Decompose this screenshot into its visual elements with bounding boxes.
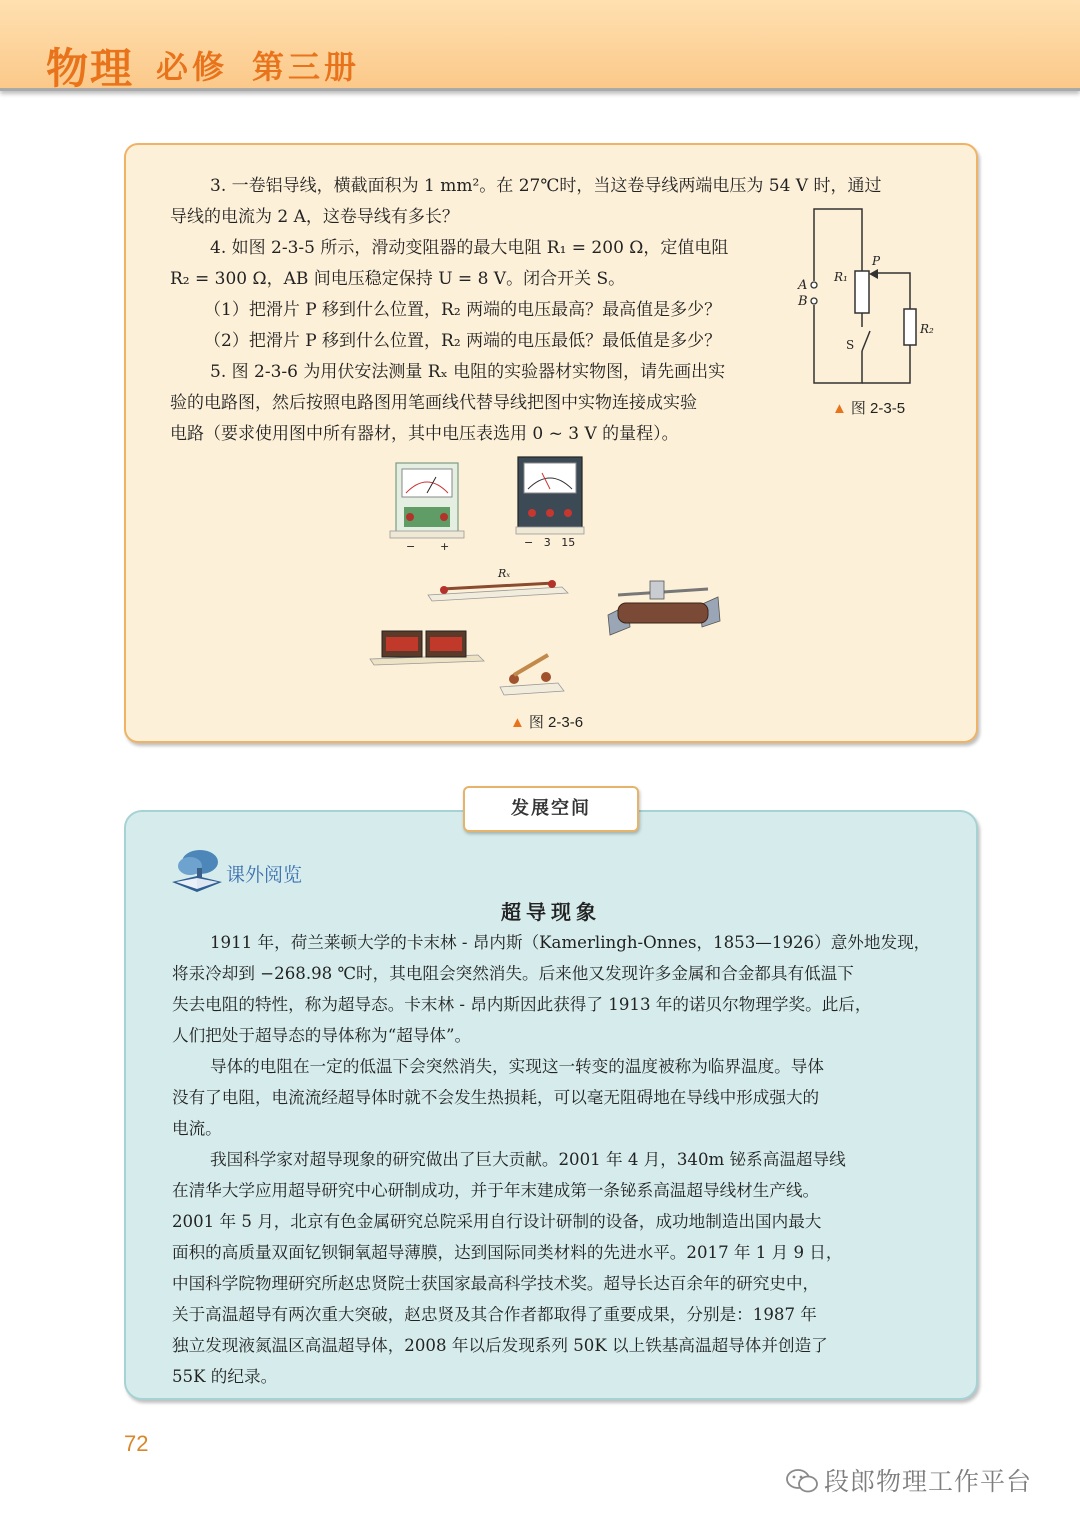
circuit-wire-bottom — [814, 305, 862, 383]
p3-line4: 面积的高质量双面钇钡铜氧超导薄膜，达到国际同类材料的先进水平。2017 年 1 月 9 日， — [172, 1243, 843, 1262]
figure-235-caption — [832, 397, 905, 418]
p1-line1: 1911 年，荷兰莱顿大学的卡末林 - 昂内斯（Kamerlingh-Onnes，1853—1926）意外地发现， — [210, 933, 931, 952]
page-header — [0, 0, 1080, 91]
voltmeter-icon — [516, 457, 584, 534]
label-r1: R₁ — [834, 270, 848, 284]
p3-line8: 55K 的纪录。 — [172, 1367, 278, 1386]
watermark — [786, 1462, 1032, 1498]
label-a: A — [798, 278, 808, 293]
figure-235-caption-text: 图 2-3-5 — [850, 400, 906, 417]
slider-arrow-icon — [869, 269, 878, 279]
fixed-resistor-icon — [428, 580, 568, 601]
q5-line2: 验的电路图，然后按照电路图用笔画线代替导线把图中实物连接成实验 — [170, 393, 697, 413]
label-s: S — [846, 338, 855, 352]
book-tree-icon — [170, 846, 224, 896]
page-number: 72 — [124, 1431, 149, 1456]
section-tab: 发展空间 — [463, 786, 639, 832]
watermark-text: 段郎物理工作平台 — [824, 1467, 1033, 1496]
q5-line1: 5. 图 2-3-6 为用伏安法测量 Rₓ 电阻的实验器材实物图，请先画出实 — [210, 362, 726, 382]
p1-line3: 失去电阻的特性，称为超导态。卡末林 - 昂内斯因此获得了 1913 年的诺贝尔物理学奖。此后， — [172, 995, 872, 1014]
reading-label: 课外阅览 — [226, 864, 303, 886]
p3-line6: 关于高温超导有两次重大突破，赵忠贤及其合作者都取得了重要成果，分别是：1987 年 — [172, 1305, 817, 1324]
voltmeter-terminal-labels: − 3 15 — [524, 536, 576, 549]
header-volume — [156, 42, 384, 88]
q5-line3: 电路（要求使用图中所有器材，其中电压表选用 0 ~ 3 V 的量程）。 — [170, 424, 679, 444]
p1-line2: 将汞冷却到 −268.98 ℃时，其电阻会突然消失。后来他又发现许多金属和合金都具有低温下 — [172, 964, 854, 983]
p2-line1: 导体的电阻在一定的低温下会突然消失，实现这一转变的温度被称为临界温度。导体 — [210, 1057, 824, 1076]
knife-switch-icon — [500, 655, 564, 695]
label-p: P — [872, 254, 881, 268]
p3-line7: 独立发现液氮温区高温超导体，2008 年以后发现系列 50K 以上铁基高温超导体并创造了 — [172, 1336, 828, 1355]
p3-line3: 2001 年 5 月，北京有色金属研究总院采用自行设计研制的设备，成功地制造出国内最大 — [172, 1212, 822, 1231]
p2-line2: 没有了电阻，电流流经超导体时就不会发生热损耗，可以毫无阻碍地在导线中形成强大的 — [172, 1088, 820, 1107]
q3-line2: 导线的电流为 2 A，这卷导线有多长？ — [170, 207, 459, 227]
q4-line2: R₂ = 300 Ω，AB 间电压稳定保持 U = 8 V。闭合开关 S。 — [170, 269, 626, 289]
q4-line1: 4. 如图 2-3-5 所示，滑动变阻器的最大电阻 R₁ = 200 Ω，定值电阻 — [210, 238, 729, 258]
circuit-r1-body — [855, 271, 869, 313]
q4-sub1: （1）把滑片 P 移到什么位置，R₂ 两端的电压最高？最高值是多少？ — [204, 300, 722, 320]
label-r2: R₂ — [920, 322, 934, 336]
reading-box — [124, 810, 978, 1400]
caption-triangle-icon: ▲ — [832, 400, 847, 417]
terminal-b-icon — [811, 298, 817, 304]
ammeter-plus-label: + — [440, 540, 450, 553]
battery-icon — [370, 631, 484, 665]
q4-sub2: （2）把滑片 P 移到什么位置，R₂ 两端的电压最低？最低值是多少？ — [204, 331, 722, 351]
figure-236-caption-text: 图 2-3-6 — [528, 714, 584, 731]
wechat-icon — [786, 1468, 818, 1494]
figure-236-caption — [510, 711, 583, 732]
header-volume-number: 第三册 — [252, 48, 361, 86]
article-title: 超导现象 — [501, 900, 601, 924]
circuit-r2-body — [904, 309, 916, 345]
p3-line1: 我国科学家对超导现象的研究做出了巨大贡献。2001 年 4 月，340m 铋系高温超导线 — [210, 1150, 846, 1169]
rheostat-icon — [608, 581, 720, 635]
ammeter-minus-label: − — [406, 540, 416, 553]
header-subject: 物理 — [46, 44, 135, 93]
p1-line4: 人们把处于超导态的导体称为“超导体”。 — [172, 1026, 472, 1045]
caption-triangle-icon: ▲ — [510, 714, 525, 731]
label-b: B — [798, 294, 808, 309]
terminal-a-icon — [811, 282, 817, 288]
exercise-box — [124, 143, 978, 743]
lab-apparatus-236 — [366, 455, 726, 705]
q3-line1: 3. 一卷铝导线，横截面积为 1 mm²。在 27℃时，当这卷导线两端电压为 54 V 时，通过 — [210, 176, 882, 196]
resistor-rx-label: Rₓ — [498, 567, 511, 580]
p3-line5: 中国科学院物理研究所赵忠贤院士获国家最高科学技术奖。超导长达百余年的研究史中， — [172, 1274, 820, 1293]
circuit-slider-wire — [874, 273, 910, 309]
header-track: 必修 — [156, 48, 229, 86]
ammeter-icon — [390, 463, 464, 538]
circuit-diagram-235 — [790, 201, 940, 391]
p3-line2: 在清华大学应用超导研究中心研制成功，并于年末建成第一条铋系高温超导线材生产线。 — [172, 1181, 820, 1200]
p2-line3: 电流。 — [172, 1119, 222, 1138]
